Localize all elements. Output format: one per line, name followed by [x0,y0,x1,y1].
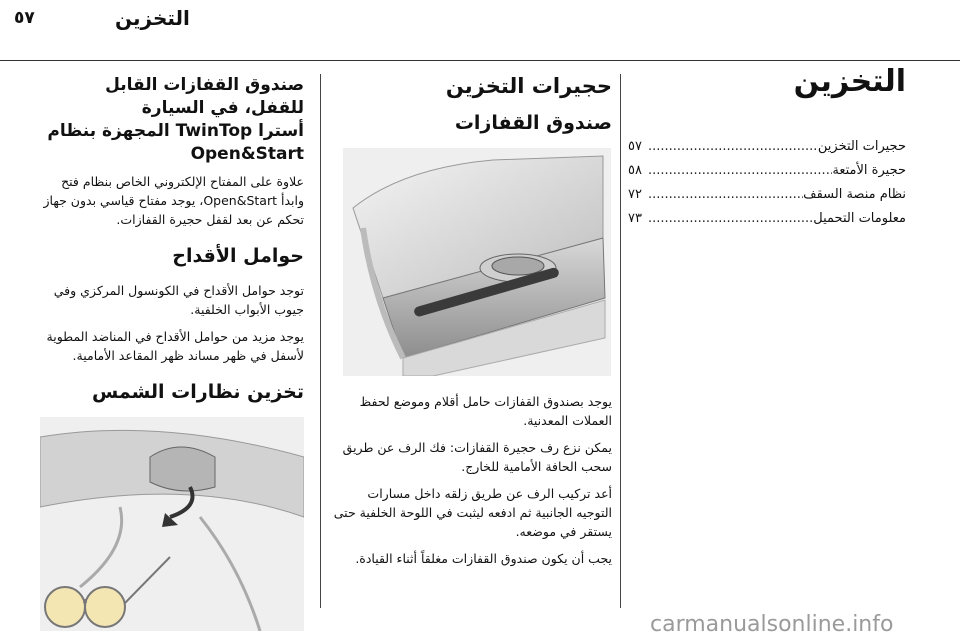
toc-list [628,139,906,226]
sunglasses-storage-title: تخزين نظارات الشمس [91,381,304,403]
left-column [40,74,304,631]
toc-item-label: نظام منصة السقف [803,187,906,202]
toc-item[interactable] [628,211,906,226]
paragraph: علاوة على المفتاح الإلكتروني الخاص بنظام فتح وابدأ Open&Start، يوجد مفتاح قياسي بدون جهاز تحكم عن بعد لقفل حجيرة القفازات. [43,174,304,227]
sunglasses-illustration [40,417,304,631]
glovebox-drawing [343,148,611,376]
page-number: ٥٧ [14,8,35,28]
lockable-glovebox-title-line2: أسترا TwinTop المجهزة بنظام [47,121,304,141]
paragraph: يمكن نزع رف حجيرة القفازات: فك الرف عن طريق سحب الحافة الأمامية للخارج. [342,440,612,474]
toc-item-label: حجيرات التخزين [817,139,906,154]
header-rule [0,60,960,61]
sunglasses-drawing [40,417,304,631]
column-divider-left [320,74,321,608]
paragraph: يوجد مزيد من حوامل الأقداح في المناضد المطوية لأسفل في ظهر مساند ظهر المقاعد الأمامية. [46,329,304,363]
toc-leader-dots [646,163,832,178]
toc-item-page: ٧٣ [628,211,642,226]
lockable-glovebox-title: صندوق القفازات القابل للقفل، في السيارة [105,75,304,118]
toc-item[interactable] [628,139,906,154]
toc-leader-dots [646,187,803,202]
section-title: حجيرات التخزين [445,74,612,98]
page-header-title: التخزين [115,6,190,30]
toc-item[interactable] [628,187,906,202]
lockable-glovebox-title-line3: Open&Start [190,144,304,164]
toc-item-page: ٧٢ [628,187,642,202]
column-divider-right [620,74,621,608]
toc-item-label: معلومات التحميل [813,211,906,226]
glovebox-illustration [343,148,611,376]
watermark: carmanualsonline.info [650,612,894,637]
paragraph: توجد حوامل الأقداح في الكونسول المركزي وفي جيوب الأبواب الخلفية. [53,283,304,317]
glovebox-title: صندوق القفازات [454,112,612,134]
toc-leader-dots [646,139,818,154]
paragraph: يجب أن يكون صندوق القفازات مغلقاً أثناء القيادة. [355,551,612,566]
middle-column [328,74,612,576]
paragraph: أعد تركيب الرف عن طريق زلقه داخل مسارات التوجيه الجانبية ثم ادفعه ليثبت في اللوحة الخلفية حتى يستقر في موضعه. [333,486,612,539]
toc-title: التخزين [793,64,906,99]
paragraph: يوجد بصندوق القفازات حامل أقلام وموضع لحفظ العملات المعدنية. [359,394,612,428]
toc-item[interactable] [628,163,906,178]
toc-item-label: حجيرة الأمتعة [832,163,906,178]
toc-leader-dots [646,211,813,226]
toc-item-page: ٥٧ [628,139,642,154]
toc-column [628,64,906,235]
cup-holders-title: حوامل الأقداح [172,245,304,267]
toc-item-page: ٥٨ [628,163,642,178]
